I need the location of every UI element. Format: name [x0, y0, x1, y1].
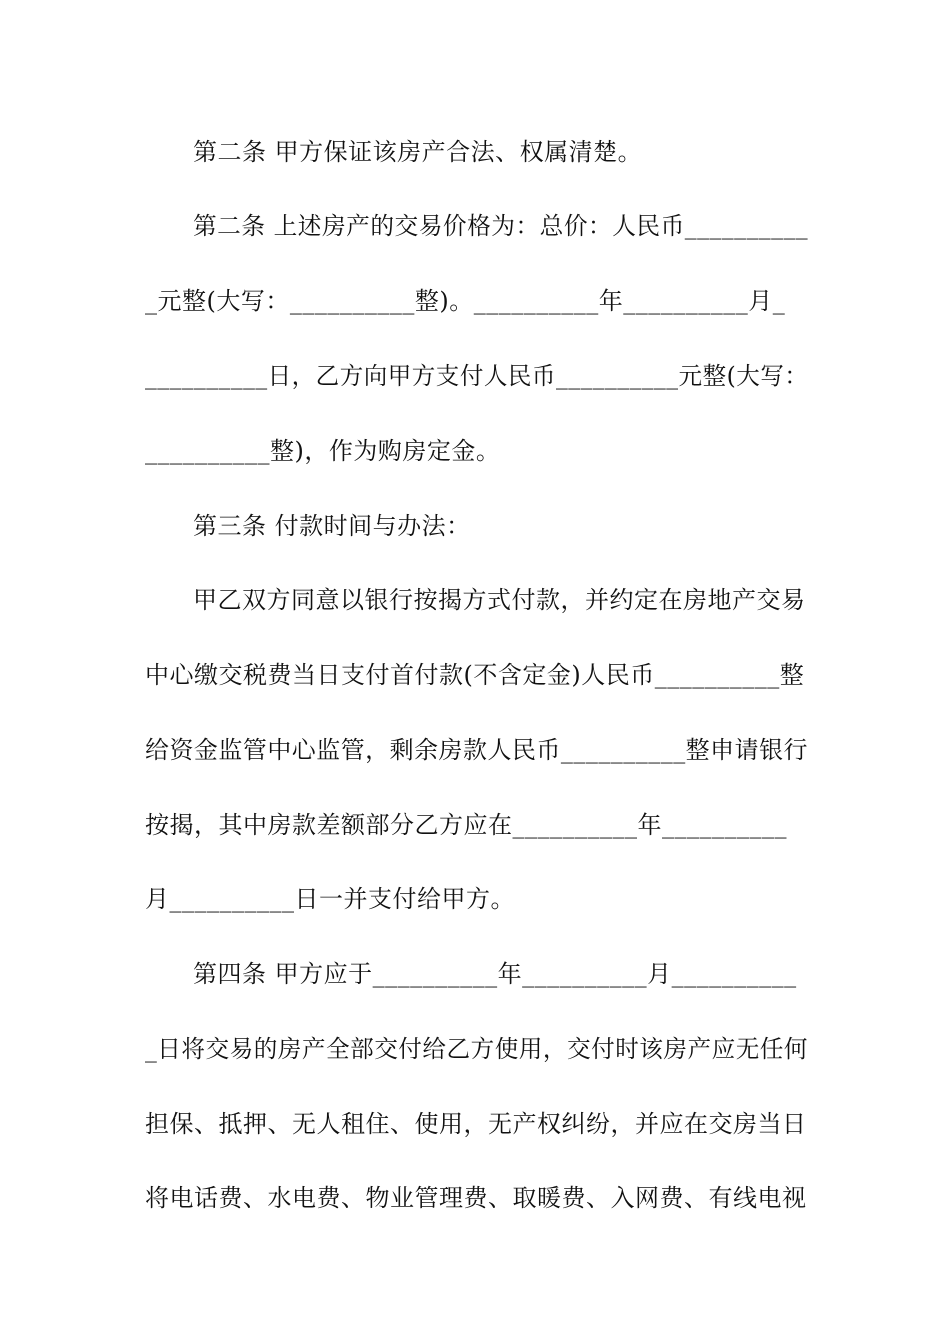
article-2-price-line-4: __________整)，作为购房定金。 [145, 437, 501, 465]
article-3-line-2: 中心缴交税费当日支付首付款(不含定金)人民币__________整 [145, 661, 805, 689]
article-2-price-line-3: __________日，乙方向甲方支付人民币__________元整(大写： [145, 362, 809, 390]
article-2-price-line-1: 第二条 上述房产的交易价格为：总价：人民币__________ [193, 212, 809, 240]
article-3-line-5: 月__________日一并支付给甲方。 [145, 885, 515, 913]
article-4-line-4: 将电话费、水电费、物业管理费、取暖费、入网费、有线电视 [145, 1184, 807, 1212]
article-4-line-2: _日将交易的房产全部交付给乙方使用，交付时该房产应无任何 [145, 1035, 809, 1063]
article-3-line-3: 给资金监管中心监管，剩余房款人民币__________整申请银行 [145, 736, 809, 764]
article-2-price-line-2: _元整(大写：__________整)。__________年__________月_ [145, 287, 786, 315]
article-4-line-3: 担保、抵押、无人租住、使用，无产权纠纷，并应在交房当日 [145, 1110, 807, 1138]
article-4-line-1: 第四条 甲方应于__________年__________月__________ [193, 960, 797, 988]
article-3-heading: 第三条 付款时间与办法： [193, 512, 471, 540]
article-2-guarantee: 第二条 甲方保证该房产合法、权属清楚。 [193, 138, 643, 166]
article-3-line-4: 按揭，其中房款差额部分乙方应在__________年__________ [145, 811, 787, 839]
article-3-line-1: 甲乙双方同意以银行按揭方式付款，并约定在房地产交易 [193, 586, 806, 614]
